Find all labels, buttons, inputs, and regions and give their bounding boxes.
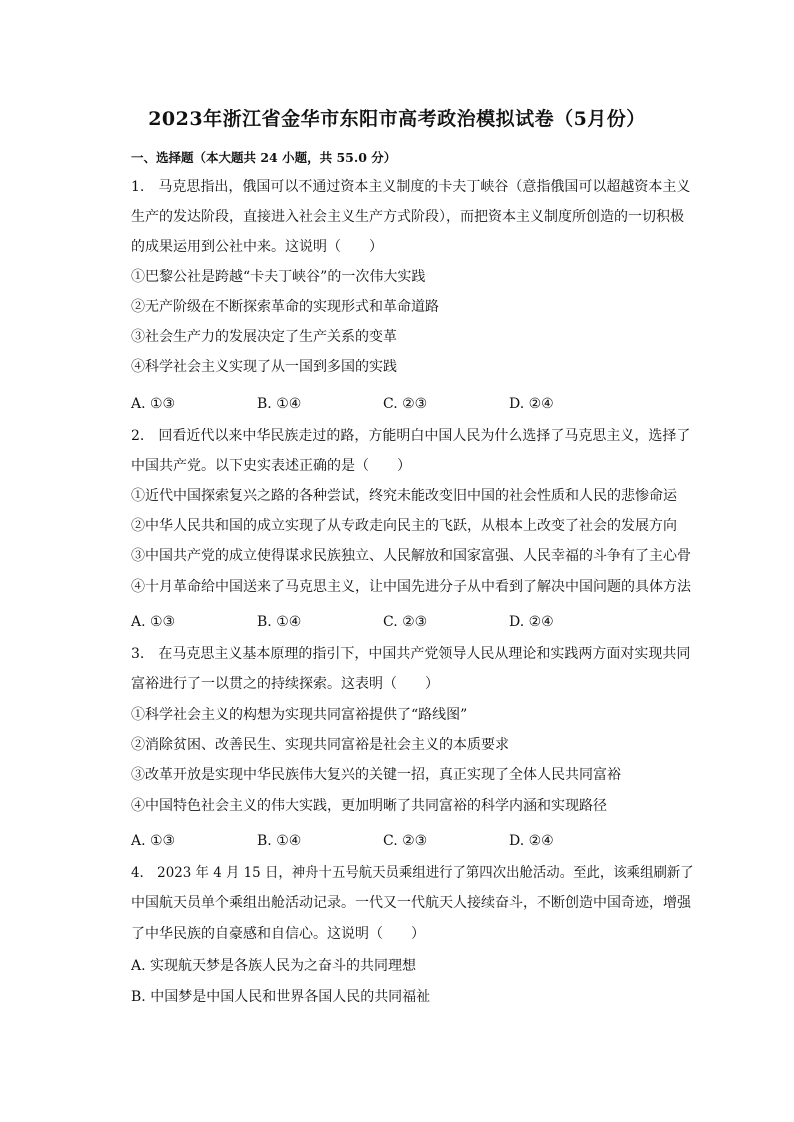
option-c: C. ②③ [383, 396, 428, 412]
question-stem-line: 1. 马克思指出，俄国可以不通过资本主义制度的卡夫丁峡谷（意指俄国可以超越资本主义 [131, 179, 691, 195]
statement: ③社会生产力的发展决定了生产关系的变革 [131, 329, 397, 345]
statement: ②消除贫困、改善民生、实现共同富裕是社会主义的本质要求 [131, 737, 509, 753]
option-c: C. ②③ [383, 614, 428, 630]
question-stem-line: 了中华民族的自豪感和自信心。这说明（ ） [131, 926, 425, 942]
statement: ①近代中国探索复兴之路的各种尝试，终究未能改变旧中国的社会性质和人民的悲惨命运 [131, 488, 677, 504]
question-stem-line: 的成果运用到公社中来。这说明（ ） [131, 239, 383, 255]
statement: ①科学社会主义的构想为实现共同富裕提供了“路线图” [131, 707, 468, 723]
option-a: A. ①③ [131, 614, 176, 630]
option-b: B. ①④ [257, 396, 302, 412]
statement: ④中国特色社会主义的伟大实践，更加明晰了共同富裕的科学内涵和实现路径 [131, 798, 607, 814]
question-stem-line: 富裕进行了一以贯之的持续探索。这表明（ ） [131, 676, 439, 692]
statement: ③中国共产党的成立使得谋求民族独立、人民解放和国家富强、人民幸福的斗争有了主心骨 [131, 548, 691, 564]
option-d: D. ②④ [509, 833, 554, 849]
statement: ④十月革命给中国送来了马克思主义，让中国先进分子从中看到了解决中国问题的具体方法 [131, 579, 691, 595]
question-stem-line: 中国共产党。以下史实表述正确的是（ ） [131, 458, 411, 474]
question-stem-line: 3. 在马克思主义基本原理的指引下，中国共产党领导人民从理论和实践两方面对实现共同 [131, 646, 691, 662]
statement: ②中华人民共和国的成立实现了从专政走向民主的飞跃，从根本上改变了社会的发展方向 [131, 518, 677, 534]
option-b: B. ①④ [257, 833, 302, 849]
option-a: A. ①③ [131, 396, 176, 412]
question-stem-line: 中国航天员单个乘组出舱活动记录。一代又一代航天人接续奋斗，不断创造中国奇迹，增强 [131, 895, 691, 911]
question-stem-line: 2. 回看近代以来中华民族走过的路，方能明白中国人民为什么选择了马克思主义，选择了 [131, 428, 691, 444]
option-d: D. ②④ [509, 396, 554, 412]
statement: ①巴黎公社是跨越“卡夫丁峡谷”的一次伟大实践 [131, 269, 426, 285]
option-a: A. ①③ [131, 833, 176, 849]
statement: ③改革开放是实现中华民族伟大复兴的关键一招，真正实现了全体人民共同富裕 [131, 767, 621, 783]
option-d: D. ②④ [509, 614, 554, 630]
option-c: C. ②③ [383, 833, 428, 849]
option-a: A. 实现航天梦是各族人民为之奋斗的共同理想 [131, 958, 417, 974]
page-title: 2023年浙江省金华市东阳市高考政治模拟试卷（5月份） [148, 108, 646, 130]
section-heading: 一、选择题（本大题共 24 小题，共 55.0 分） [131, 150, 397, 165]
statement: ②无产阶级在不断探索革命的实现形式和革命道路 [131, 299, 439, 315]
statement: ④科学社会主义实现了从一国到多国的实践 [131, 359, 397, 375]
option-b: B. 中国梦是中国人民和世界各国人民的共同福祉 [131, 989, 431, 1005]
option-b: B. ①④ [257, 614, 302, 630]
question-stem-line: 4. 2023 年 4 月 15 日，神舟十五号航天员乘组进行了第四次出舱活动。至此，该乘组刷新了 [131, 865, 694, 881]
question-stem-line: 生产的发达阶段，直接进入社会主义生产方式阶段），而把资本主义制度所创造的一切积极 [131, 209, 684, 225]
